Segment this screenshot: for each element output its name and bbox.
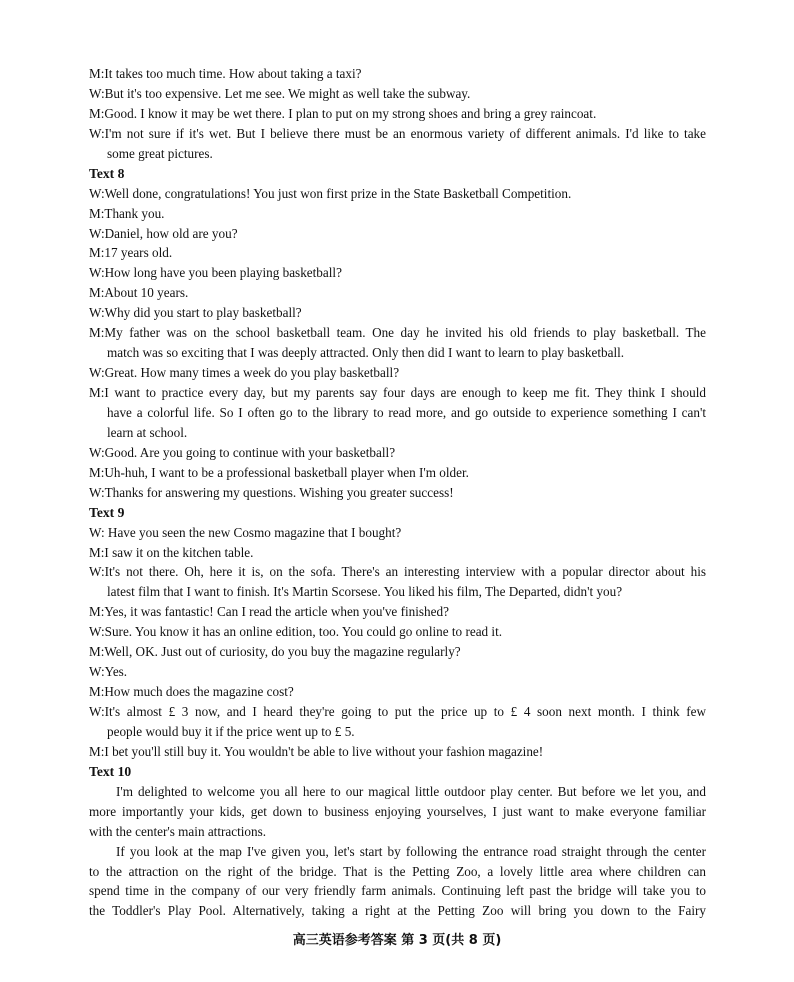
section-heading: Text 9: [89, 504, 125, 520]
text-line: M:It takes too much time. How about taking a taxi?: [89, 66, 362, 81]
text-line: I'm delighted to welcome you all here to our magical little outdoor play center. But before we let you, and: [116, 783, 706, 799]
text-line: If you look at the map I've given you, let's start by following the entrance road straight through the center: [116, 843, 706, 859]
text-line: W:Daniel, how old are you?: [89, 225, 238, 241]
text-line: W:It's almost £ 3 now, and I heard they're going to put the price up to £ 4 soon next month. I think few: [89, 704, 706, 719]
text-line: M:I want to practice every day, but my parents say four days are enough to keep me fit. They think I should: [89, 385, 706, 400]
text-line: learn at school.: [107, 424, 188, 440]
text-line: the Toddler's Play Pool. Alternatively, taking a right at the Petting Zoo will bring you down to the Fairy: [89, 903, 706, 919]
text-line: W:Well done, congratulations! You just won first prize in the State Basketball Competition.: [89, 185, 572, 201]
text-line: M:I bet you'll still buy it. You wouldn't be able to live without your fashion magazine!: [89, 743, 544, 759]
text-line: to the attraction on the right of the bridge. That is the Petting Zoo, a lovely little area where children can: [89, 863, 706, 879]
text-line: M:Uh-huh, I want to be a professional basketball player when I'm older.: [89, 464, 469, 480]
text-line: latest film that I want to finish. It's Martin Scorsese. You liked his film, The Departed, didn't you?: [107, 584, 623, 600]
text-line: M:My father was on the school basketball team. One day he invited his old friends to play basketball. The: [89, 325, 706, 341]
page-footer: 高三英语参考答案 第 3 页(共 8 页): [292, 933, 502, 948]
text-line: M:About 10 years.: [89, 285, 189, 301]
document-body: [89, 64, 706, 921]
text-line: people would buy it if the price went up to £ 5.: [107, 723, 355, 739]
text-line: M:17 years old.: [89, 245, 173, 261]
section-heading: Text 8: [89, 165, 125, 181]
text-line: W:How long have you been playing basketball?: [89, 265, 342, 281]
text-line: some great pictures.: [107, 145, 213, 161]
text-line: W:Thanks for answering my questions. Wishing you greater success!: [89, 484, 454, 500]
text-line: W:Sure. You know it has an online edition, too. You could go online to read it.: [89, 624, 503, 640]
text-line: W:Great. How many times a week do you play basketball?: [89, 365, 400, 381]
text-line: M:Well, OK. Just out of curiosity, do you buy the magazine regularly?: [89, 644, 461, 660]
text-line: M:Yes, it was fantastic! Can I read the article when you've finished?: [89, 604, 449, 620]
text-line: more importantly your kids, get down to business enjoying yourselves, I just want to make everyone familiar: [89, 803, 706, 819]
text-line: W: Have you seen the new Cosmo magazine that I bought?: [89, 524, 402, 540]
section-heading: Text 10: [89, 763, 132, 779]
text-line: M:I saw it on the kitchen table.: [89, 544, 254, 560]
text-line: M:Thank you.: [89, 205, 165, 221]
text-line: W:But it's too expensive. Let me see. We might as well take the subway.: [89, 85, 471, 101]
text-line: match was so exciting that I was deeply attracted. Only then did I want to learn to play basketball.: [107, 345, 625, 361]
text-line: have a colorful life. So I often go to the library to read more, and go outside to experience something I can't: [107, 404, 706, 420]
text-line: with the center's main attractions.: [89, 823, 267, 839]
text-line: W:Good. Are you going to continue with your basketball?: [89, 444, 396, 460]
text-line: M:Good. I know it may be wet there. I plan to put on my strong shoes and bring a grey raincoat.: [89, 105, 597, 121]
text-line: W:It's not there. Oh, here it is, on the sofa. There's an interesting interview with a popular director about his: [89, 564, 706, 580]
text-line: W:Why did you start to play basketball?: [89, 305, 302, 321]
text-line: M:How much does the magazine cost?: [89, 684, 294, 700]
text-line: W:Yes.: [89, 664, 128, 680]
text-line: spend time in the company of our very friendly farm animals. Continuing left past the bridge will take you to: [89, 883, 706, 899]
text-line: W:I'm not sure if it's wet. But I believe there must be an enormous variety of different animals. I'd like to take: [89, 125, 706, 141]
